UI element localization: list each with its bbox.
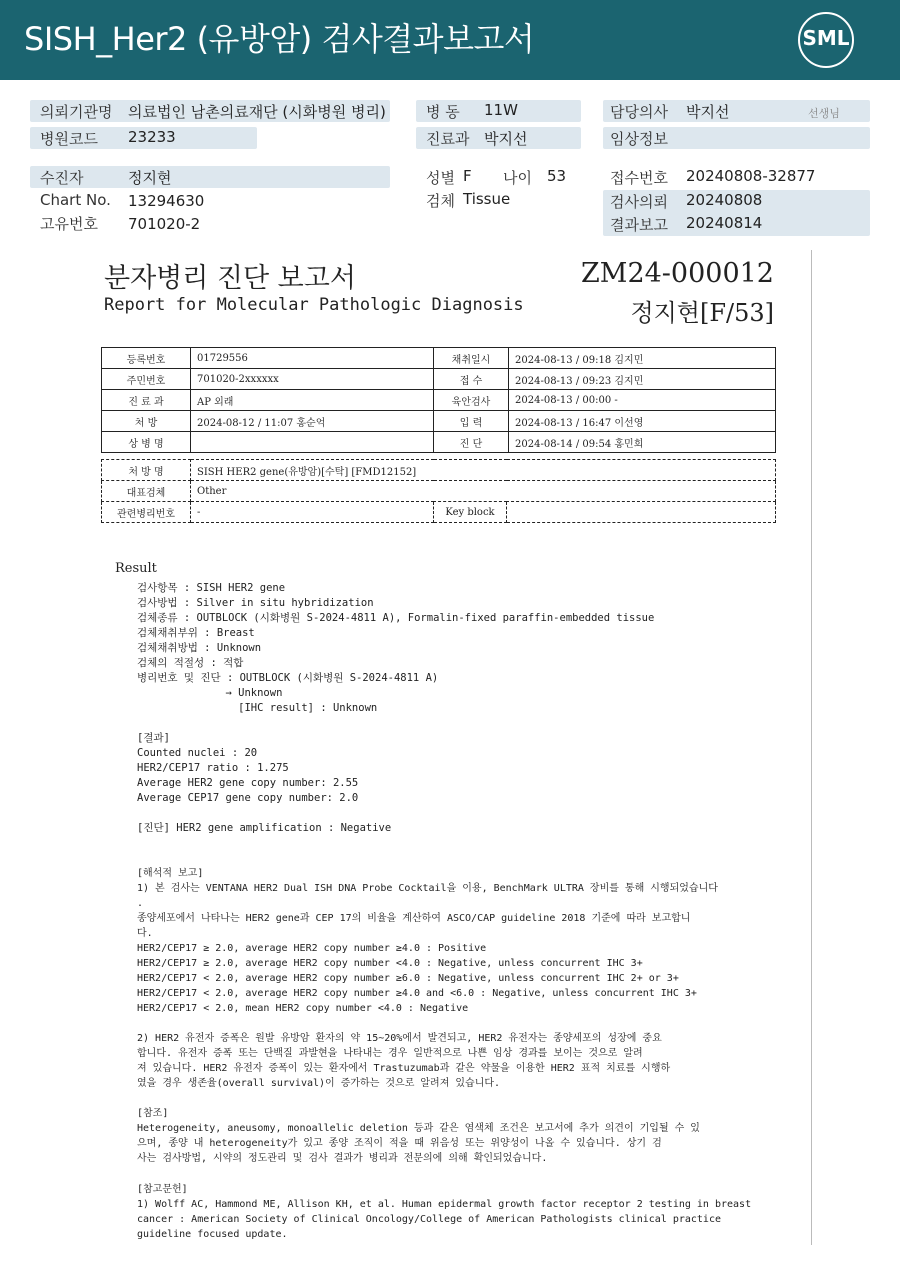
specimen-label: 검체: [426, 192, 455, 210]
result-line: HER2/CEP17 < 2.0, average HER2 copy number ≥6.0 : Negative, unless concurrent IHC 2+ or 3+: [137, 973, 679, 984]
result-line: HER2/CEP17 < 2.0, mean HER2 copy number <4.0 : Negative: [137, 1003, 469, 1014]
doctor-value: 박지선: [686, 103, 730, 121]
result-line: cancer : American Society of Clinical Oncology/College of American Pathologists clinical practice: [137, 1214, 721, 1225]
specimen-value: Tissue: [463, 190, 511, 208]
table-row: [102, 460, 776, 481]
result-line: Average CEP17 gene copy number: 2.0: [137, 792, 359, 804]
inst-label: 의뢰기관명: [40, 103, 113, 121]
result-line: Counted nuclei : 20: [137, 747, 258, 759]
margin-line: [811, 250, 812, 1245]
diagnosis-line: [진단] HER2 gene amplification : Negative: [137, 822, 392, 834]
info-value: AP 외래: [191, 390, 434, 411]
result-line: 2) HER2 유전자 증폭은 원발 유방암 환자의 약 15~20%에서 발견되고, HER2 유전자는 종양세포의 성장에 중요: [137, 1033, 662, 1044]
result-line: 검체채취부위 : Breast: [137, 627, 255, 639]
result-line: 다.: [137, 928, 153, 939]
table-row: [102, 502, 776, 523]
table-row: [102, 390, 776, 411]
report-value: 20240814: [686, 214, 763, 232]
info-key: 진 료 과: [102, 390, 191, 411]
result-line: 검사항목 : SISH HER2 gene: [137, 582, 286, 594]
chart-label: Chart No.: [40, 191, 111, 209]
shade-name: [30, 166, 390, 188]
rel-label: 관련병리번호: [102, 502, 191, 523]
result-block-3: [137, 866, 718, 1016]
info-key: 채취일시: [434, 348, 509, 369]
info-key: 주민번호: [102, 369, 191, 390]
info-value: [191, 432, 434, 453]
result-line: [해석적 보고]: [137, 868, 204, 879]
result-block-5: [137, 1106, 700, 1166]
inst-value: 의료법인 남촌의료재단 (시화병원 병리): [128, 103, 386, 121]
age-value: 53: [547, 167, 567, 185]
receipt-label: 접수번호: [610, 169, 668, 187]
info-key: 처 방: [102, 411, 191, 432]
result-line: → Unknown: [137, 687, 283, 699]
info-value: 01729556: [191, 348, 434, 369]
ward-value: 11W: [484, 101, 518, 119]
result-line: [결과]: [137, 732, 170, 744]
report-title-ko: 분자병리 진단 보고서: [104, 263, 356, 294]
prescription-table: [101, 459, 776, 523]
info-value: 2024-08-13 / 09:23 김지민: [509, 369, 776, 390]
rep-label: 대표검체: [102, 481, 191, 502]
rx-label: 처 방 명: [102, 460, 191, 481]
result-line: 합니다. 유전자 증폭 또는 단백질 과발현을 나타내는 경우 일반적으로 나쁜 임상 경과를 보이는 것으로 알려: [137, 1048, 643, 1059]
clinical-label: 임상정보: [610, 130, 668, 148]
info-value: 2024-08-12 / 11:07 홍순억: [191, 411, 434, 432]
sex-label: 성별: [426, 169, 455, 187]
info-key: 등록번호: [102, 348, 191, 369]
result-line: Average HER2 gene copy number: 2.55: [137, 777, 359, 789]
result-line: [IHC result] : Unknown: [137, 702, 378, 714]
info-value: 2024-08-13 / 09:18 김지민: [509, 348, 776, 369]
result-line: HER2/CEP17 < 2.0, average HER2 copy number ≥4.0 and <6.0 : Negative, unless concurrent IHC 3+: [137, 988, 697, 999]
info-key: 진 단: [434, 432, 509, 453]
rx-value: SISH HER2 gene(유방암)[수탁] [FMD12152]: [191, 460, 776, 481]
result-title: Result: [115, 561, 157, 576]
result-line: 1) 본 검사는 VENTANA HER2 Dual ISH DNA Probe Cocktail을 이용, BenchMark ULTRA 장비를 통해 시행되었습니다: [137, 883, 718, 894]
result-line: Heterogeneity, aneusomy, monoallelic deletion 등과 같은 염색체 조건은 보고서에 추가 의견이 기입될 수 있: [137, 1123, 700, 1134]
key-value: [507, 502, 776, 523]
request-value: 20240808: [686, 191, 763, 209]
result-line: 사는 검사방법, 시약의 정도관리 및 검사 결과가 병리과 전문의에 의해 확인되었습니다.: [137, 1153, 548, 1164]
patient-tag: 정지현[F/53]: [630, 299, 774, 327]
table-row: [102, 432, 776, 453]
logo-text: SML: [802, 26, 850, 50]
receipt-value: 20240808-32877: [686, 167, 816, 185]
key-label: Key block: [434, 502, 507, 523]
result-line: .: [137, 898, 144, 909]
info-key: 육안검사: [434, 390, 509, 411]
result-line: 병리번호 및 진단 : OUTBLOCK (시화병원 S-2024-4811 A): [137, 672, 439, 684]
sex-value: F: [463, 167, 472, 185]
info-value: 701020-2xxxxxx: [191, 369, 434, 390]
info-key: 상 병 명: [102, 432, 191, 453]
doctor-suffix: 선생님: [808, 107, 840, 120]
result-block-1: [137, 581, 654, 716]
result-line: HER2/CEP17 ≥ 2.0, average HER2 copy number ≥4.0 : Positive: [137, 943, 487, 954]
result-line: 검사방법 : Silver in situ hybridization: [137, 597, 374, 609]
header-bar: [0, 0, 900, 80]
info-table: [101, 347, 776, 453]
result-block-4: [137, 1031, 670, 1091]
result-line: 검체채취방법 : Unknown: [137, 642, 262, 654]
name-value: 정지현: [128, 169, 172, 187]
info-value: 2024-08-13 / 00:00 -: [509, 390, 776, 411]
result-line: HER2/CEP17 ≥ 2.0, average HER2 copy number <4.0 : Negative, unless concurrent IHC 3+: [137, 958, 643, 969]
name-label: 수진자: [40, 169, 84, 187]
table-row: [102, 481, 776, 502]
result-line: 으며, 종양 내 heterogeneity가 있고 종양 조직이 적을 때 위음성 또는 위양성이 나올 수 있습니다. 상기 검: [137, 1138, 662, 1149]
request-label: 검사의뢰: [610, 193, 668, 211]
result-line: 검체종류 : OUTBLOCK (시화병원 S-2024-4811 A), Formalin-fixed paraffin-embedded tissue: [137, 612, 655, 624]
report-title-en: Report for Molecular Pathologic Diagnosis: [104, 295, 524, 315]
table-row: [102, 369, 776, 390]
result-line: [참조]: [137, 1108, 169, 1119]
result-line: 종양세포에서 나타나는 HER2 gene과 CEP 17의 비율을 계산하여 ASCO/CAP guideline 2018 기준에 따라 보고합니: [137, 913, 691, 924]
dept-value: 박지선: [484, 130, 528, 148]
info-key: 접 수: [434, 369, 509, 390]
uid-value: 701020-2: [128, 215, 201, 233]
table-row: [102, 348, 776, 369]
age-label: 나이: [503, 169, 532, 187]
sml-logo: [798, 12, 854, 68]
ward-label: 병 동: [426, 103, 460, 121]
result-line: guideline focused update.: [137, 1229, 288, 1240]
chart-value: 13294630: [128, 192, 205, 210]
info-key: 입 력: [434, 411, 509, 432]
dept-label: 진료과: [426, 130, 470, 148]
code-label: 병원코드: [40, 130, 98, 148]
table-row: [102, 411, 776, 432]
result-line: 져 있습니다. HER2 유전자 증폭이 있는 환자에서 Trastuzumab과 같은 약물을 이용한 HER2 표적 치료를 시행하: [137, 1063, 671, 1074]
page-title: SISH_Her2 (유방암) 검사결과보고서: [24, 20, 535, 58]
code-value: 23233: [128, 128, 176, 146]
report-label: 결과보고: [610, 216, 668, 234]
result-line: 1) Wolff AC, Hammond ME, Allison KH, et al. Human epidermal growth factor receptor 2 testing in breast: [137, 1199, 752, 1210]
result-block-2: [137, 731, 358, 806]
rel-value: -: [191, 502, 434, 523]
info-value: 2024-08-13 / 16:47 이선영: [509, 411, 776, 432]
result-line: 였을 경우 생존율(overall survival)이 증가하는 것으로 알려져 있습니다.: [137, 1078, 501, 1089]
report-number: ZM24-000012: [581, 258, 774, 289]
uid-label: 고유번호: [40, 215, 98, 233]
doctor-label: 담당의사: [610, 103, 668, 121]
result-line: [참고문헌]: [137, 1184, 188, 1195]
result-line: HER2/CEP17 ratio : 1.275: [137, 762, 289, 774]
rep-value: Other: [191, 481, 776, 502]
result-line: 검체의 적절성 : 적합: [137, 657, 244, 669]
result-block-6: [137, 1182, 751, 1242]
info-value: 2024-08-14 / 09:54 홍민희: [509, 432, 776, 453]
